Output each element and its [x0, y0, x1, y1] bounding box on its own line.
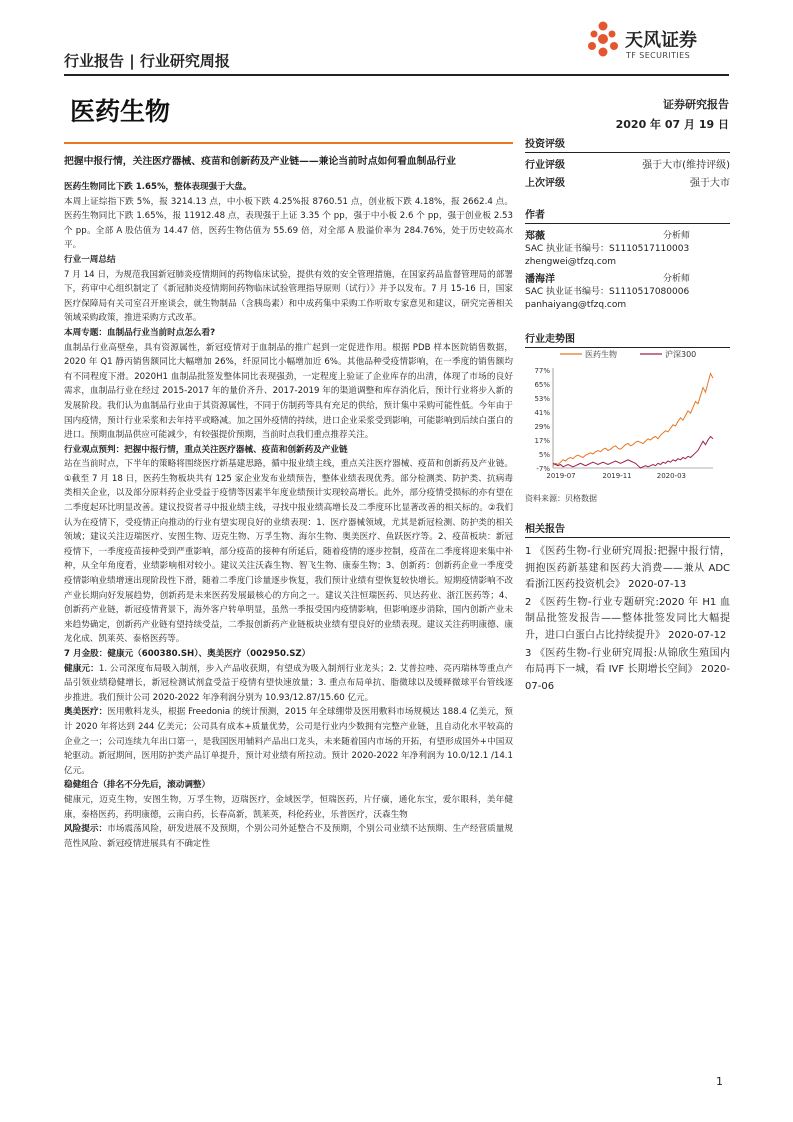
author-cert: SAC 执业证书编号：S1110517110003: [525, 244, 690, 254]
author-email[interactable]: panhaiyang@tfzq.com: [525, 300, 627, 310]
section-heading: 本周专题：血制品行业当前时点怎么看?: [64, 327, 216, 338]
report-kind: 证券研究报告: [663, 98, 729, 111]
paragraph: [64, 662, 513, 706]
y-tick-label: 65%: [534, 381, 550, 389]
paragraph-text: 医用敷料龙头，根据 Freedonia 的统计预测，2015 年全球绷带及医用敷料市场规模达 188.4 亿美元，预计 2020 年将达到 244 亿美元；公司具有成本+质量优势，公司是行业内少数拥有完整产业链，且自动化水平较高的企业之一；公司连续九年出口第一，是我国医用辅料产品出口龙头，未来随着国内市场的开拓，有望形成国外+中国双轮驱动。新冠期间，医用防护类产品订单提升，预计对业绩有所拉动。预计 2020-2022 年净利润为 10.0/12.1 /14.1 亿元。: [64, 707, 513, 776]
related-report-item[interactable]: 2 《医药生物-行业专题研究:2020 年 H1 血制品批签发报告——整体批签发同比大幅提升，进口白蛋白占比持续提升》 2020-07-12: [525, 596, 730, 641]
section-heading: 行业观点预判：把握中报行情，重点关注医疗器械、疫苗和创新药及产业链: [64, 444, 348, 455]
trend-chart: [525, 340, 730, 505]
pinwheel-logo-icon: [585, 20, 621, 64]
section-heading: 7 月金股：健康元（600380.SH）、奥美医疗（002950.SZ）: [64, 649, 311, 659]
author-block: [525, 230, 730, 269]
author-role: 分析师: [662, 231, 690, 241]
title-divider: [64, 142, 513, 144]
series-line: [553, 437, 713, 469]
rating-value: 强于大市(维持评级): [642, 160, 730, 171]
y-tick-label: 17%: [534, 437, 550, 445]
author-email[interactable]: zhengwei@tfzq.com: [525, 257, 616, 267]
paragraph: 本周上证综指下跌 5%，报 3214.13 点，中小板下跌 4.25%报 8760.51 点，创业板下跌 4.18%，报 2662.4 点。医药生物同比下跌 1.65%，报 11912.48 点，表现强于上证 3.35 个 pp，强于中小板 2.6 个 pp，强于创业板 2.53 个 pp。全部 A 股估值为 14.47 倍，医药生物估值为 55.69 倍，对全部 A 股溢价率为 284.76%，处于历史较高水平。: [64, 196, 513, 251]
author-cert: SAC 执业证书编号：S1110517080006: [525, 287, 690, 297]
header-divider: [64, 74, 729, 76]
brand-name-cn: 天风证券: [625, 30, 697, 51]
x-tick-label: 2020-03: [656, 472, 687, 480]
page-number: 1: [716, 1075, 723, 1088]
author-name: 郑薇: [525, 231, 545, 242]
author-name: 潘海洋: [525, 274, 555, 285]
report-body: [64, 180, 513, 851]
rating-row: [525, 157, 730, 175]
related-report-item[interactable]: 3 《医药生物-行业研究周报:从锦欣生殖国内布局再下一城，看 IVF 长期增长空间》 2020-07-06: [525, 647, 730, 692]
paragraph: [64, 705, 513, 778]
trend-title: 行业走势图: [525, 330, 730, 348]
y-tick-label: 29%: [534, 423, 550, 431]
report-type: 行业报告 | 行业研究周报: [64, 52, 230, 70]
y-tick-label: 53%: [534, 395, 550, 403]
report-date: 2020 年 07 月 19 日: [615, 118, 729, 131]
x-tick-label: 2019-11: [602, 472, 632, 480]
inline-label: 奥美医疗：: [64, 707, 108, 718]
author-role: 分析师: [662, 274, 690, 284]
y-tick-label: 77%: [534, 367, 550, 375]
trend-chart-svg: [525, 340, 730, 490]
paragraph: [64, 822, 513, 851]
authors-title: 作者: [525, 206, 730, 224]
series-line: [553, 374, 713, 466]
related-report-item[interactable]: 1 《医药生物-行业研究周报:把握中报行情，拥抱医药新基建和医药大消费——兼从 ADC 看浙江医药投资机会》 2020-07-13: [525, 546, 730, 591]
paragraph: 健康元，迈克生物，安图生物，万孚生物，迈瑞医疗，金域医学，恒瑞医药，片仔癀，通化东宝，爱尔眼科，美年健康，泰格医药，药明康德，云南白药，长春高新，凯莱英，科伦药业，乐普医疗，沃森生物: [64, 794, 513, 820]
section-heading: 医药生物同比下跌 1.65%，整体表现强于大盘。: [64, 182, 252, 192]
legend-label: 沪深300: [665, 350, 697, 359]
rating-row: [525, 175, 730, 193]
legend-label: 医药生物: [585, 350, 617, 359]
authors-section: [525, 206, 730, 312]
report-headline: 把握中报行情，关注医疗器械、疫苗和创新药及产业链——兼论当前时点如何看血制品行业: [64, 156, 456, 167]
section-heading: 行业一周总结: [64, 254, 116, 265]
paragraph: 站在当前时点，下半年的策略将围绕医疗新基建思路，循中报业绩主线，重点关注医疗器械、疫苗和创新药及产业链。①截至 7 月 18 日，医药生物板块共有 125 家企业发布业绩预告，整体业绩表现优秀。部分检测类、防护类、抗病毒类相关企业，以及部分原料药企业受益于疫情等因素半年度业绩预计实现较高增长。此外，部分疫情受损标的亦有望在二季度起环比明显改善。建议投资者寻中报业绩主线，寻找中报业绩高增长及二季度环比显著改善的相关标的。②我们认为在疫情下，受疫情正向推动的行业有望实现良好的业绩表现：1、医疗器械领域，尤其是新冠检测、防护类的相关领域；建议关注迈瑞医疗、安图生物、迈克生物、万孚生物、海尔生物、奥美医疗、鱼跃医疗等。2、疫苗板块：新冠疫情下，一季度疫苗接种受到严重影响，部分疫苗的接种有所延后，随着疫情的逐步控制，疫苗在二季度将迎来集中补种，从全年角度看，业绩影响相对较小。建议关注沃森生物、智飞生物、康泰生物；3、创新药：创新药企业一季度受疫情影响业绩增速出现阶段性下滑，随着二季度门诊量逐步恢复，我们预计业绩有望恢复较快增长。短期疫情影响不改产业长期向好发展趋势，创新药是未来医药发展最核心的方向之一。建议关注恒瑞医药、贝达药业、浙江医药等；4、创新药产业链，新冠疫情背景下，海外客户转单明显，虽然一季报受国内疫情影响，但影响逐步消除，国内创新产业未来趋势确定，创新药产业链有望持续受益，二季报创新药产业链板块业绩有望良好的业绩表现。建议关注药明康德、康龙化成、凯莱英、泰格医药等。: [64, 459, 513, 645]
author-block: [525, 273, 730, 312]
rating-label: 上次评级: [525, 178, 565, 189]
chart-source: 资料来源：贝格数据: [525, 494, 597, 503]
rating-label: 行业评级: [525, 160, 565, 171]
y-tick-label: 5%: [538, 451, 550, 459]
rating-section: [525, 135, 730, 193]
y-tick-label: -7%: [536, 465, 550, 473]
brand-name-en: TF SECURITIES: [626, 51, 691, 60]
paragraph-text: 市场震荡风险，研发进展不及预期，个别公司外延整合不及预期，个别公司业绩不达预期、生产经营质量规范性风险、新冠疫情进展具有不确定性: [64, 824, 513, 849]
related-list: [525, 544, 730, 695]
brand-logo: [585, 20, 730, 66]
related-section: [525, 520, 730, 696]
x-tick-label: 2019-07: [546, 472, 576, 480]
paragraph: 血制品行业高壁垒，具有资源属性，新冠疫情对于血制品的推广起到一定促进作用。根据 PDB 样本医院销售数据，2020 年 Q1 静丙销售额同比大幅增加 26%，纤原同比小幅增加近 6%。其他品种受疫情影响，在一季度的销售额均有不同程度下滑。2020H1 血制品批签发整体同比表现强劲，一定程度上验证了企业库存的出清，体现了市场的良好需求，血制品行业在经过 2015-2017 年的量价齐升、2017-2019 年的渠道调整和库存消化后，预计行业将步入新的发展阶段。我们认为血制品行业由于其资源属性，不同于仿制药等具有充足的供给，预计集中采购可能性低。今年由于国内疫情，预计行业采浆和去年持平或略减。加之国外疫情的持续，进口企业采浆受到影响，可能影响到后续白蛋白的进口。预期血制品供应可能减少，有较强提价预期，当前时点我们重点推荐关注。: [64, 342, 513, 441]
section-heading: 稳健组合（排名不分先后，滚动调整）: [64, 780, 211, 791]
sector-title: 医药生物: [70, 97, 171, 126]
y-tick-label: 41%: [534, 409, 550, 417]
related-title: 相关报告: [525, 520, 730, 538]
rating-title: 投资评级: [525, 135, 730, 153]
rating-value: 强于大市: [690, 178, 730, 189]
paragraph-text: 1. 公司深度布局吸入制剂，步入产品收获期，有望成为吸入制剂行业龙头；2. 艾普拉唑、亮丙瑞林等重点产品引领业绩稳健增长，新冠检测试剂盒受益于疫情有望快速放量；3. 重点布局单抗、脂微球以及缓释微球平台管线逐步推进。我们预计公司 2020-2022 年净利润分别为 10.93/12.87/15.60 亿元。: [64, 663, 513, 703]
inline-label: 健康元：: [64, 663, 99, 674]
inline-label: 风险提示：: [64, 824, 108, 835]
paragraph: 7 月 14 日，为规范我国新冠肺炎疫情期间的药物临床试验，提供有效的安全管理措施，在国家药品监督管理局的部署下，药审中心组织制定了《新冠肺炎疫情期间药物临床试验管理指导原则（试行）》并予以发布。7 月 15-16 日，国家医疗保障局有关司室召开座谈会，就生物制品（含胰岛素）和中成药集中采购工作听取专家意见和建议，研究完善相关领域采购政策，推进采购方式改革。: [64, 269, 513, 324]
